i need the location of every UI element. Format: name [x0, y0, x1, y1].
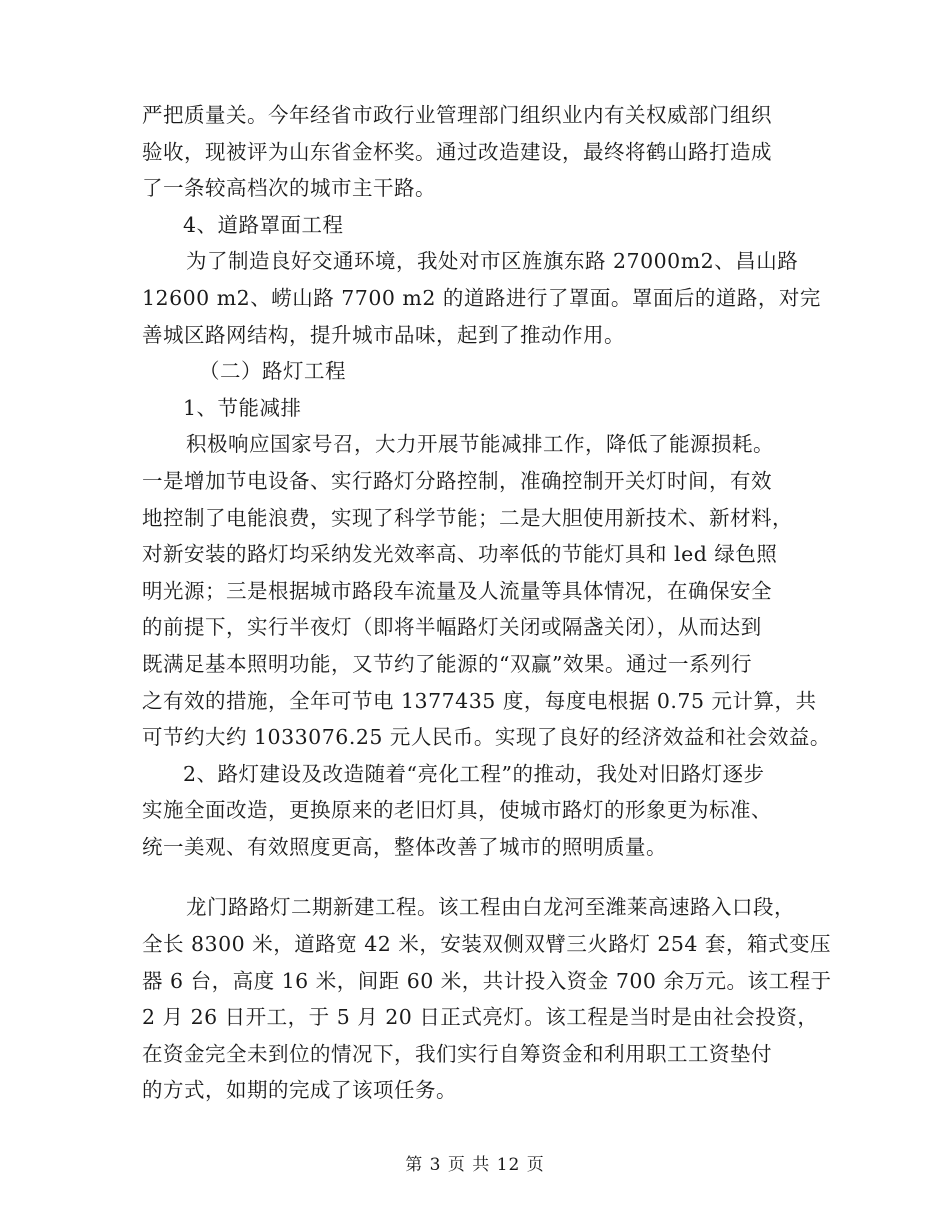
text-line: 既满足基本照明功能，又节约了能源的“双赢”效果。通过一系列行	[142, 651, 752, 676]
text-line: 统一美观、有效照度更高，整体改善了城市的照明质量。	[142, 834, 667, 859]
text-line: 2 月 26 日开工，于 5 月 20 日正式亮灯。该工程是当时是由社会投资，	[142, 1005, 819, 1030]
document-body	[142, 97, 832, 1109]
text-line: 明光源；三是根据城市路段车流量及人流量等具体情况，在确保安全	[142, 578, 772, 603]
page-number-footer: 第 3 页 共 12 页	[405, 1155, 545, 1175]
text-line: 12600 m2、崂山路 7700 m2 的道路进行了罩面。罩面后的道路，对完	[142, 285, 821, 310]
section-heading-streetlight: （二）路灯工程	[199, 359, 346, 384]
text-line: 之有效的措施，全年可节电 1377435 度，每度电根据 0.75 元计算，共	[142, 688, 817, 713]
text-line: 一是增加节电设备、实行路灯分路控制，准确控制开关灯时间，有效	[142, 468, 772, 493]
text-line: 器 6 台，高度 16 米，间距 60 米，共计投入资金 700 余万元。该工程于	[142, 968, 832, 993]
text-line: 对新安装的路灯均采纳发光效率高、功率低的节能灯具和 led 绿色照	[142, 542, 778, 567]
text-line: 在资金完全未到位的情况下，我们实行自筹资金和利用职工工资垫付	[142, 1041, 772, 1066]
text-line: 龙门路路灯二期新建工程。该工程由白龙河至潍莱高速路入口段，	[186, 895, 795, 920]
text-line: 可节约大约 1033076.25 元人民币。实现了良好的经济效益和社会效益。	[142, 725, 831, 750]
text-line: 验收，现被评为山东省金杯奖。通过改造建设，最终将鹤山路打造成	[142, 139, 772, 164]
text-line: 2、路灯建设及改造随着“亮化工程”的推动，我处对旧路灯逐步	[183, 761, 765, 786]
text-line: 积极响应国家号召，大力开展节能减排工作，降低了能源损耗。	[186, 432, 774, 457]
text-line: 了一条较高档次的城市主干路。	[142, 176, 436, 201]
text-line: 严把质量关。今年经省市政行业管理部门组织业内有关权威部门组织	[142, 103, 772, 127]
text-line: 地控制了电能浪费，实现了科学节能；二是大胆使用新技术、新材料，	[142, 505, 793, 530]
text-line: 的前提下，实行半夜灯（即将半幅路灯关闭或隔盏关闭），从而达到	[142, 615, 762, 640]
paragraph-gap	[142, 865, 822, 889]
text-line: 的方式，如期的完成了该项任务。	[142, 1078, 457, 1103]
text-line: 为了制造良好交通环境，我处对市区旌旗东路 27000m2、昌山路	[186, 249, 799, 274]
section-heading-energy: 1、节能减排	[183, 395, 302, 420]
text-line: 实施全面改造，更换原来的老旧灯具，使城市路灯的形象更为标准、	[142, 798, 772, 823]
section-heading-road-cover: 4、道路罩面工程	[183, 212, 344, 237]
text-line: 全长 8300 米，道路宽 42 米，安装双侧双臂三火路灯 254 套，箱式变压	[142, 932, 831, 957]
text-line: 善城区路网结构，提升城市品味，起到了推动作用。	[142, 322, 625, 347]
